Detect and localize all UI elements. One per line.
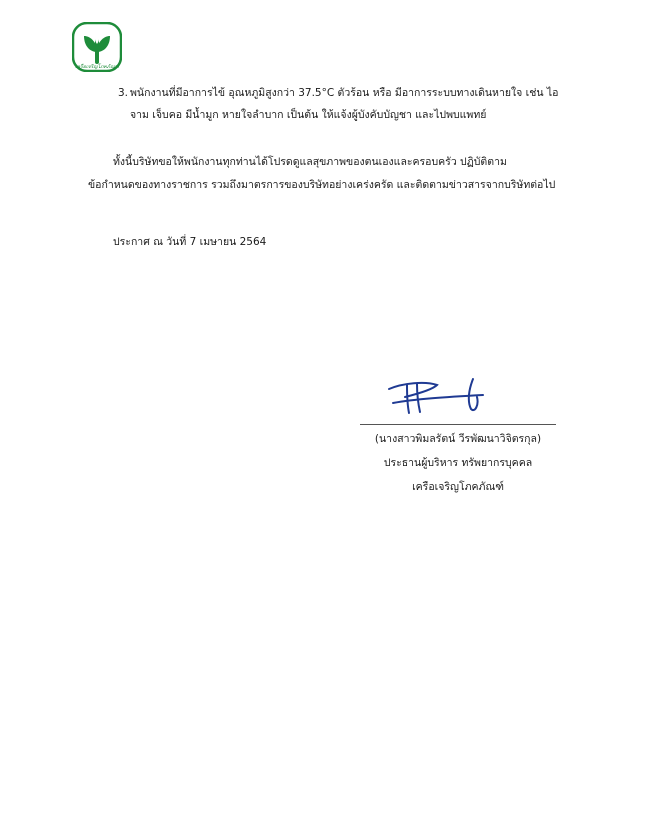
signature-line [360,424,556,425]
signatory-name: (นางสาวพิมลรัตน์ วีรพัฒนาวิจิตรกุล) [374,433,542,445]
signatory-organization: เครือเจริญโภคภัณฑ์ [412,481,504,493]
logo-caption: เครือเจริญโภคภัณฑ์ [75,64,119,70]
closing-paragraph-line-2: ข้อกำหนดของทางราชการ รวมถึงมาตรการของบริษัทอย่างเคร่งครัด และติดตามข่าวสารจากบริษัทต่อไป [88,179,556,191]
item-number: 3. [118,87,129,99]
closing-paragraph-line-1: ทั้งนี้บริษัทขอให้พนักงานทุกท่านได้โปรดดูแลสุขภาพของตนเองและครอบครัว ปฏิบัติตาม [113,156,507,168]
signature-mark [385,375,495,420]
item-3-line-1: พนักงานที่มีอาการไข้ อุณหภูมิสูงกว่า 37.5°C ตัวร้อน หรือ มีอาการระบบทางเดินหายใจ เช่น ไอ [130,87,559,99]
signatory-title: ประธานผู้บริหาร ทรัพยากรบุคคล [383,457,533,469]
announcement-date: ประกาศ ณ วันที่ 7 เมษายน 2564 [113,236,267,248]
item-3-line-2: จาม เจ็บคอ มีน้ำมูก หายใจลำบาก เป็นต้น ให้แจ้งผู้บังคับบัญชา และไปพบแพทย์ [130,109,487,121]
signature [385,375,495,420]
